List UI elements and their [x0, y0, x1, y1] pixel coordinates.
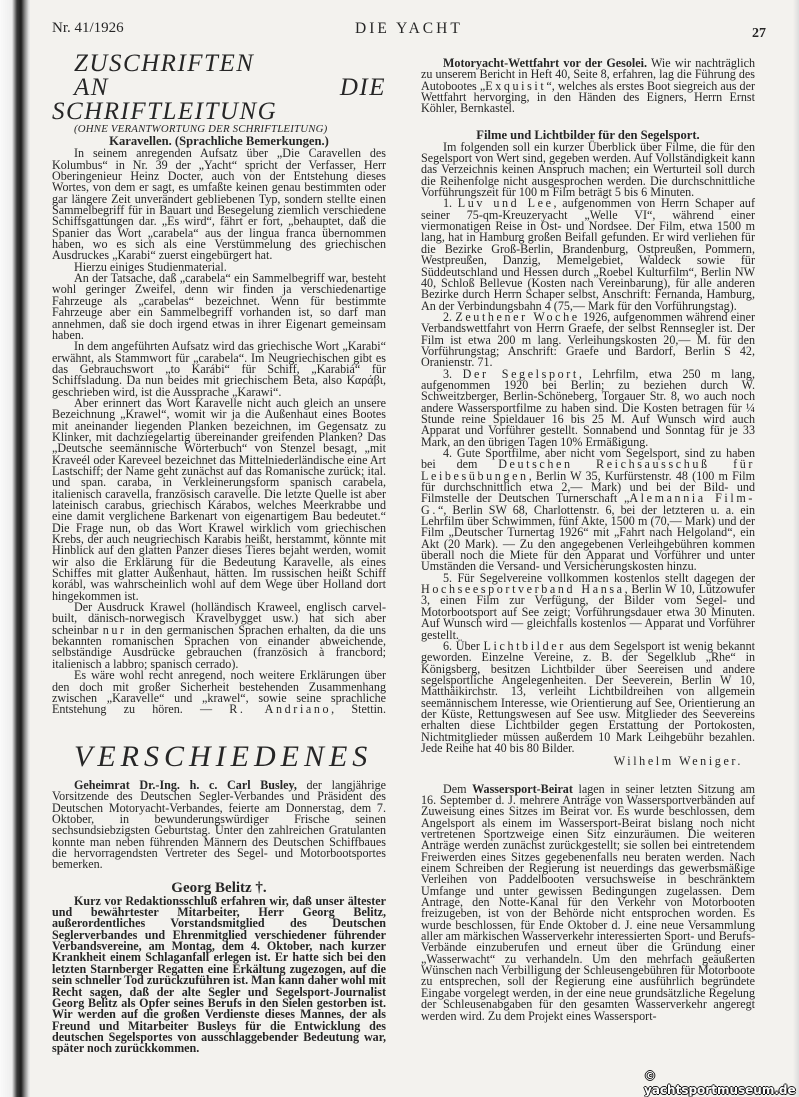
spaced-emphasis-text: Luv und Lee — [457, 196, 554, 211]
watermark: © yachtsportmuseum.de — [644, 1069, 796, 1097]
paragraph-text: 5. Für Segelvereine vollkommen kostenlos stellt dagegen der — [443, 570, 755, 585]
paragraph-text: Wie wir nachträglich zu unserem Bericht in Heft 40, Seite 8, erfahren, lag die Führung des Autobootes „ — [421, 56, 755, 93]
left-column — [52, 52, 386, 716]
spaced-emphasis-text: Hochseesportverband Hansa — [421, 582, 625, 597]
spaced-emphasis-text: Deutschen Reichsausschuß für Leibesübungen — [421, 457, 755, 483]
paragraph — [52, 670, 386, 715]
article-busley — [52, 780, 386, 871]
bold-lead-text: Wassersport-Beirat — [472, 781, 573, 796]
paragraph — [421, 309, 755, 370]
spaced-emphasis-text: Alemannia Film-G. — [421, 491, 755, 517]
paragraph-text: , Lehrfilm, etwa 250 m lang, aufgenommen 1920 bei Berlin; zu beziehen durch W. Schweitzberger, Berlin-Schöneberg, Torgauer Str. 8, wo auch noch andere Wassersportfilme zu haben sind. Die Kosten betragen für ¼ Stunde reine Spieldauer 16 bis 25 M. Auf Wunsch wird auch Apparat und Vorführer gestellt. Sonnabend und Sonntag für je 33 Mark, an den übrigen Tagen 10% Ermäßigung. — [421, 366, 755, 449]
paragraph-text: der langjährige Vorsitzende des Deutschen Segler-Verbandes und Präsident des Deutschen Motoryacht-Verbandes, feierte am Donnerstag, dem 7. Oktober, in bewunderungswürdiger Frische seinen sechsundsiebzigsten Geburtstag. Unter den zahlreichen Gratulanten konnte man neben führenden Männern des Deutschen Schiffbaues die hervorragendsten Vertreter des Segel- und Motorbootsportes bemerken. — [52, 778, 386, 872]
paragraph — [421, 448, 755, 573]
paragraph — [421, 58, 755, 115]
paragraph-text: 4. Gute Sportfilme, aber nicht vom Segelsport, sind zu haben bei dem — [421, 446, 755, 472]
paragraph — [52, 395, 386, 603]
paragraph-text: Der Ausdruck Krawel (holländisch Kraweel, englisch carvel-built, dänisch-norwegisch Kravelbygget usw.) hat sich aber scheinbar — [52, 600, 386, 637]
paragraph — [52, 602, 386, 670]
author-signature: Wilhelm Weniger. — [613, 754, 743, 769]
article-heading-filme: Filme und Lichtbilder für den Segelsport. — [476, 127, 700, 142]
paragraph-text: Es wäre wohl recht anregend, noch weitere Erklärungen über den doch mit großer Sicherheit bestehenden Zusammenhang zwischen „Karavelle“ und „krawel“, sowie seine sprachliche Entstehung zu hören. — — [52, 668, 386, 717]
paragraph — [52, 273, 386, 341]
paragraph-text: 1926, aufgenommen während einer Verbandswettfahrt von Herrn Graefe, der selbst Rennsegler ist. Der Film ist etwa 200 m lang. Verleihungskosten 20,— M. für den Vorführungstag; Anschrift: Graefe und Bardorf, Berlin S 42, Oranienstr. 71. — [421, 309, 755, 370]
paragraph-text: aus dem Segelsport ist wenig bekannt geworden. Einzelne Vereine, z. B. der Segelklub „Rhe“ in Königsberg, besitzen Lichtbilder über Seereisen und andere segelsportliche Angelegenheiten. Der Seeverein, Berlin W 10, Matthäikirchstr. 13, verleiht Lichtbildreihen von allgemein seemännischem Interesse, wie Orientierung auf See, Orientierung an der Küste, Rettungswesen auf See usw. Mitglieder des Seevereins erhalten diese Lichtbilder gegen Erstattung der Portokosten, Nichtmitglieder müssen außerdem 10 Mark Leihgebühr bezahlen. Jede Reihe hat 40 bis 80 Bilder. — [421, 638, 755, 755]
paragraph-text: , Stettin. — [331, 702, 386, 717]
page-edge — [793, 0, 799, 1097]
paragraph — [52, 893, 386, 1056]
article-heading-karavellen: Karavellen. (Sprachliche Bemerkungen.) — [109, 134, 329, 149]
paragraph-text: 3. — [443, 366, 463, 381]
article-belitz — [52, 893, 386, 1056]
paragraph-text: lagen in seiner letzten Sitzung am 16. September d. J. mehrere Anträge von Wassersportverbänden auf Zuweisung eines Sitzes im Beirat vor. Es wurde beschlossen, dem Angelsport als einem im Wassersport-Beirat bislang noch nicht vertretenen Sportzweige einen Sitz einzuräumen. Die weiteren Anträge werden zunächst zurückgestellt; sie sollen bei eintretendem Freiwerden eines Sitzes gegebenenfalls neu beraten werden. Nach einem Schreiben der Regierung ist neuerdings das gewerbsmäßige Verleihen von Paddelbooten versuchsweise in beschränktem Umfange und unter gewissen Bedingungen zugelassen. Dem Antrage, den Notte-Kanal für den Verkehr von Motorbooten freizugeben, ist von der Behörde nicht entsprochen worden. Es wurde beschlossen, für Ende Oktober d. J. eine neue Versammlung aller am märkischen Wasserverkehr interessierten Sport- und Berufs-Verbände einzuberufen und erneut über die Gründung einer „Wasserwacht“ zu verhandeln. Um den mehrfach geäußerten Wünschen nach Verbilligung der Schleusengebühren für Motorboote zu entsprechen, soll der Regierung eine ausführlich begründete Eingabe vorgelegt werden, in der eine neue grundsätzliche Regelung der Schleusenabgaben für den gesamten Wasserverkehr angeregt werden wird. Zu dem Projekt eines Wassersport- — [421, 781, 755, 1023]
spaced-emphasis-text: nur — [102, 622, 127, 637]
paragraph-text: In dem angeführten Aufsatz wird das griechische Wort „Karabi“ erwähnt, als Stammwort für „carabela“. Im Neugriechischen gibt es das Gebrauchswort „to Karábi“ für Schiff, „Karabiá“ für Schiffsladung. Da nun beides mit griechischem Beta, also Καράβι, geschrieben wird, ist die Aussprache „Karawi“. — [52, 339, 386, 399]
article-motoryacht — [421, 58, 755, 115]
article-karavellen — [52, 148, 386, 715]
paragraph-text: Dem — [443, 781, 473, 796]
paragraph-text: “, welches als erstes Boot siegreich aus der Wettfahrt hervorging, in den Händen des Eigners, Herrn Ernst Köhler, Bernkastel. — [421, 78, 755, 116]
article-heading-belitz: Georg Belitz †. — [171, 879, 267, 896]
paragraph-text: An der Tatsache, daß „carabela“ ein Sammelbegriff war, besteht wohl geringer Zweifel, denn wir finden ja verschiedenartige Fahrzeuge als „carabelas“ bezeichnet. Wenn für bestimmte Fahrzeuge aber ein Sammelbegriff vorhanden ist, so darf man annehmen, daß sie doch irgend etwas in ihrer Eigenart gemeinsam haben. — [52, 271, 386, 342]
paragraph — [52, 148, 386, 261]
bold-lead-text: Motoryacht-Wettfahrt vor der Gesolei. — [443, 56, 647, 70]
section-title-line2: AN DIE SCHRIFTLEITUNG — [52, 74, 386, 125]
section-subtitle: (OHNE VERANTWORTUNG DER SCHRIFTLEITUNG) — [74, 123, 328, 135]
paragraph — [421, 139, 755, 200]
paragraph — [421, 638, 755, 755]
paragraph-text: 6. Über — [443, 638, 484, 653]
page-binding-shadow — [0, 0, 30, 1097]
paragraph — [421, 198, 755, 311]
paragraph-text: , aufgenommen von Herrn Schaper auf seiner 75-qm-Kreuzeryacht „Welle VI“, während einer viermonatigen Reise in Ost- und Nordsee. Der Film, etwa 1500 m lang, hat in Hamburg großen Beifall gefunden. Er wird verliehen für die Bezirke Groß-Berlin, Brandenburg, Ostpreußen, Pommern, Westpreußen, Danzig, Memelgebiet, Waldeck sowie für Süddeutschland und Hessen durch „Roebel Kulturfilm“, Berlin NW 40, Schloß Bellevue (Kosten nach Vereinbarung), für alle anderen Bezirke durch Herrn Schaper selbst, Anschrift: Fernanda, Hamburg, An der Verbindungsbahn 4 (75,— Mark für den Vorführungstag). — [421, 196, 756, 313]
paragraph-text: in den germanischen Sprachen erhalten, da die uns bekannten romanischen Sprachen von einander abweichende, selbständige Ausdrücke gebrauchen (französich à francbord; italienisch a labbro; spanisch cerrado). — [52, 622, 386, 671]
paragraph — [421, 781, 755, 1023]
paragraph-text: 1. — [443, 196, 458, 211]
paragraph-text: Im folgenden soll ein kurzer Überblick über Filme, die für den Segelsport von Wert sind, gegeben werden. Auf Vollständigkeit kann das Verzeichnis keinen Anspruch machen; ein Werturteil soll durch die Reihenfolge nicht ausgesprochen werden. Die durchschnittliche Vorführungszeit für 100 m Film beträgt 5 bis 6 Minuten. — [421, 139, 755, 200]
paragraph-text: Aber erinnert das Wort Karavelle nicht auch gleich an unsere Bezeichnung „Krawel“, womit wir ja die Außenhaut eines Bootes mit aneinander liegenden Planken bezeichnen, im Gegensatz zu Klinker, mit dachziegelartig übereinander greifenden Planken? Das „Deutsche seemännische Wörterbuch“ von Stenzel besagt, „mit Kraveél oder Kareveel bezeichnet das Mittelniederländische eine Art Lastschiff; der Name geht zunächst auf das Romanische zurück; ital. und span. caraba, in Verkleinerungsform spanisch carabela, italienisch caravella, französisch caravelle. Die letzte Quelle ist aber lateinisch carabus, griechisch Kárabos, welches Meerkrabbe und eine damit verglichene Barkenart von eigenartigem Bau bedeutet.“ Die Frage nun, ob das Wort Krawel wirklich vom griechischen Krebs, der auch neugriechisch Karabis heißt, herstammt, könnte mit Hinblick auf den glatten Panzer dieses Tieres bejaht werden, womit wir also die Erklärung für die Bedeutung Karavelle, als eines Schiffes mit glatter Außenhaut, hätten. Im russischen heißt Schiff korábl, was wahrscheinlich wohl auf dem Wege über Holland dort hingekommen ist. — [52, 395, 386, 603]
spaced-emphasis-text: Lichtbilder — [483, 638, 566, 653]
left-column-verschiedenes — [52, 742, 386, 1055]
paragraph-text: , Berlin W 10, Lützowufer 3, einen Film zur Verfügung, der Bilder vom Segel- und Motorbootsport auf See zeigt; Vorführungsdauer etwa 30 Minuten. Auf Wunsch wird — gleichfalls kostenlos — Apparat und Vorführer gestellt. — [421, 582, 755, 642]
paragraph — [421, 570, 755, 642]
paragraph-text: In seinem anregenden Aufsatz über „Die Caravellen des Kolumbus“ in Nr. 39 der „Yacht“ spricht der Verfasser, Herr Oberingenieur Heinz Docter, auch von der Entstehung dieses Wortes, von dem er sagt, es umfaßte keinen genau bestimmten oder gar längere Zeit unverändert gebliebenen Typ, sondern stellte einen Sammelbegriff für in Bauart und Besegelung ziemlich verschiedene Schiffsgattungen dar. „Es wird“, fährt er fort, „behauptet, daß die Spanier das Wort „carabela“ aus der lingua franca übernommen haben, wo es sich als eine Verstümmelung des griechischen Ausdruckes „Karabi“ zuerst eingebürgert hat. — [52, 146, 386, 263]
issue-number: Nr. 41/1926 — [52, 20, 124, 36]
spaced-emphasis-text: Exquisit — [485, 78, 547, 93]
bold-lead-text: Geheimrat Dr.-Ing. h. c. Carl Busley, — [74, 778, 297, 792]
right-column — [421, 58, 755, 1022]
page-number: 27 — [752, 26, 766, 41]
paragraph — [421, 366, 755, 449]
paragraph — [52, 780, 386, 871]
article-filme — [421, 139, 756, 755]
paragraph — [52, 341, 386, 398]
spaced-emphasis-text: Zeuthener Woche — [455, 309, 580, 324]
magazine-title: DIE YACHT — [355, 20, 463, 37]
article-beirat — [421, 781, 755, 1023]
paragraph-text: 2. — [443, 309, 456, 324]
section-title-verschiedenes: VERSCHIEDENES — [74, 740, 373, 773]
paragraph-text: , Berlin W 35, Kurfürstenstr. 48 (100 m Film für durchschnittlich etwa 2,— Mark) und bei der Bild- und Filmstelle der Deutschen Turnerschaft „ — [421, 468, 755, 506]
section-title-line1: ZUSCHRIFTEN — [74, 50, 255, 77]
paragraph-text: Hierzu einiges Studienmaterial. — [74, 259, 227, 274]
paragraph-text: “, Berlin SW 68, Charlottenstr. 6, bei der letzteren u. a. ein Lehrfilm über Schwimmen, fünf Akte, 1500 m (70,— Mark) und der Film „Deutscher Turnertag 1926“ mit „Fahrt nach Helgoland“, ein Akt (20 Mark). — Zu den angegebenen Verleihgebühren kommen überall noch die Miete für den Apparat und Vorführer und unter Umständen die Versand- und Versicherungskosten hinzu. — [421, 502, 755, 574]
paragraph-text: Kurz vor Redaktionsschluß erfahren wir, daß unser ältester und bewährtester Mitarbeiter, Herr Georg Belitz, außerordentliches Vorstandsmitglied des Deutschen Seglerverbandes und Ehrenmitglied verschiedener führender Verbandsvereine, am Montag, dem 4. Oktober, nach kurzer Krankheit einem Schlaganfall erlegen ist. Er hatte sich bei den letzten Starnberger Regatten eine Erkältung zugezogen, auf die sein schneller Tod zurückzuführen ist. Man kann daher wohl mit Recht sagen, daß der alte Segler und Segelsport-Journalist Georg Belitz als Opfer seines Berufs in den Sielen gestorben ist. Wir werden auf die großen Verdienste dieses Mannes, der als Freund und Mitarbeiter Busleys für die Entwicklung des deutschen Segelsportes von ausschlaggebender Bedeutung war, später noch zurückkommen. — [52, 893, 386, 1056]
spaced-emphasis-text: R. Andriano — [229, 702, 332, 717]
spaced-emphasis-text: Der Segelsport — [462, 366, 579, 381]
